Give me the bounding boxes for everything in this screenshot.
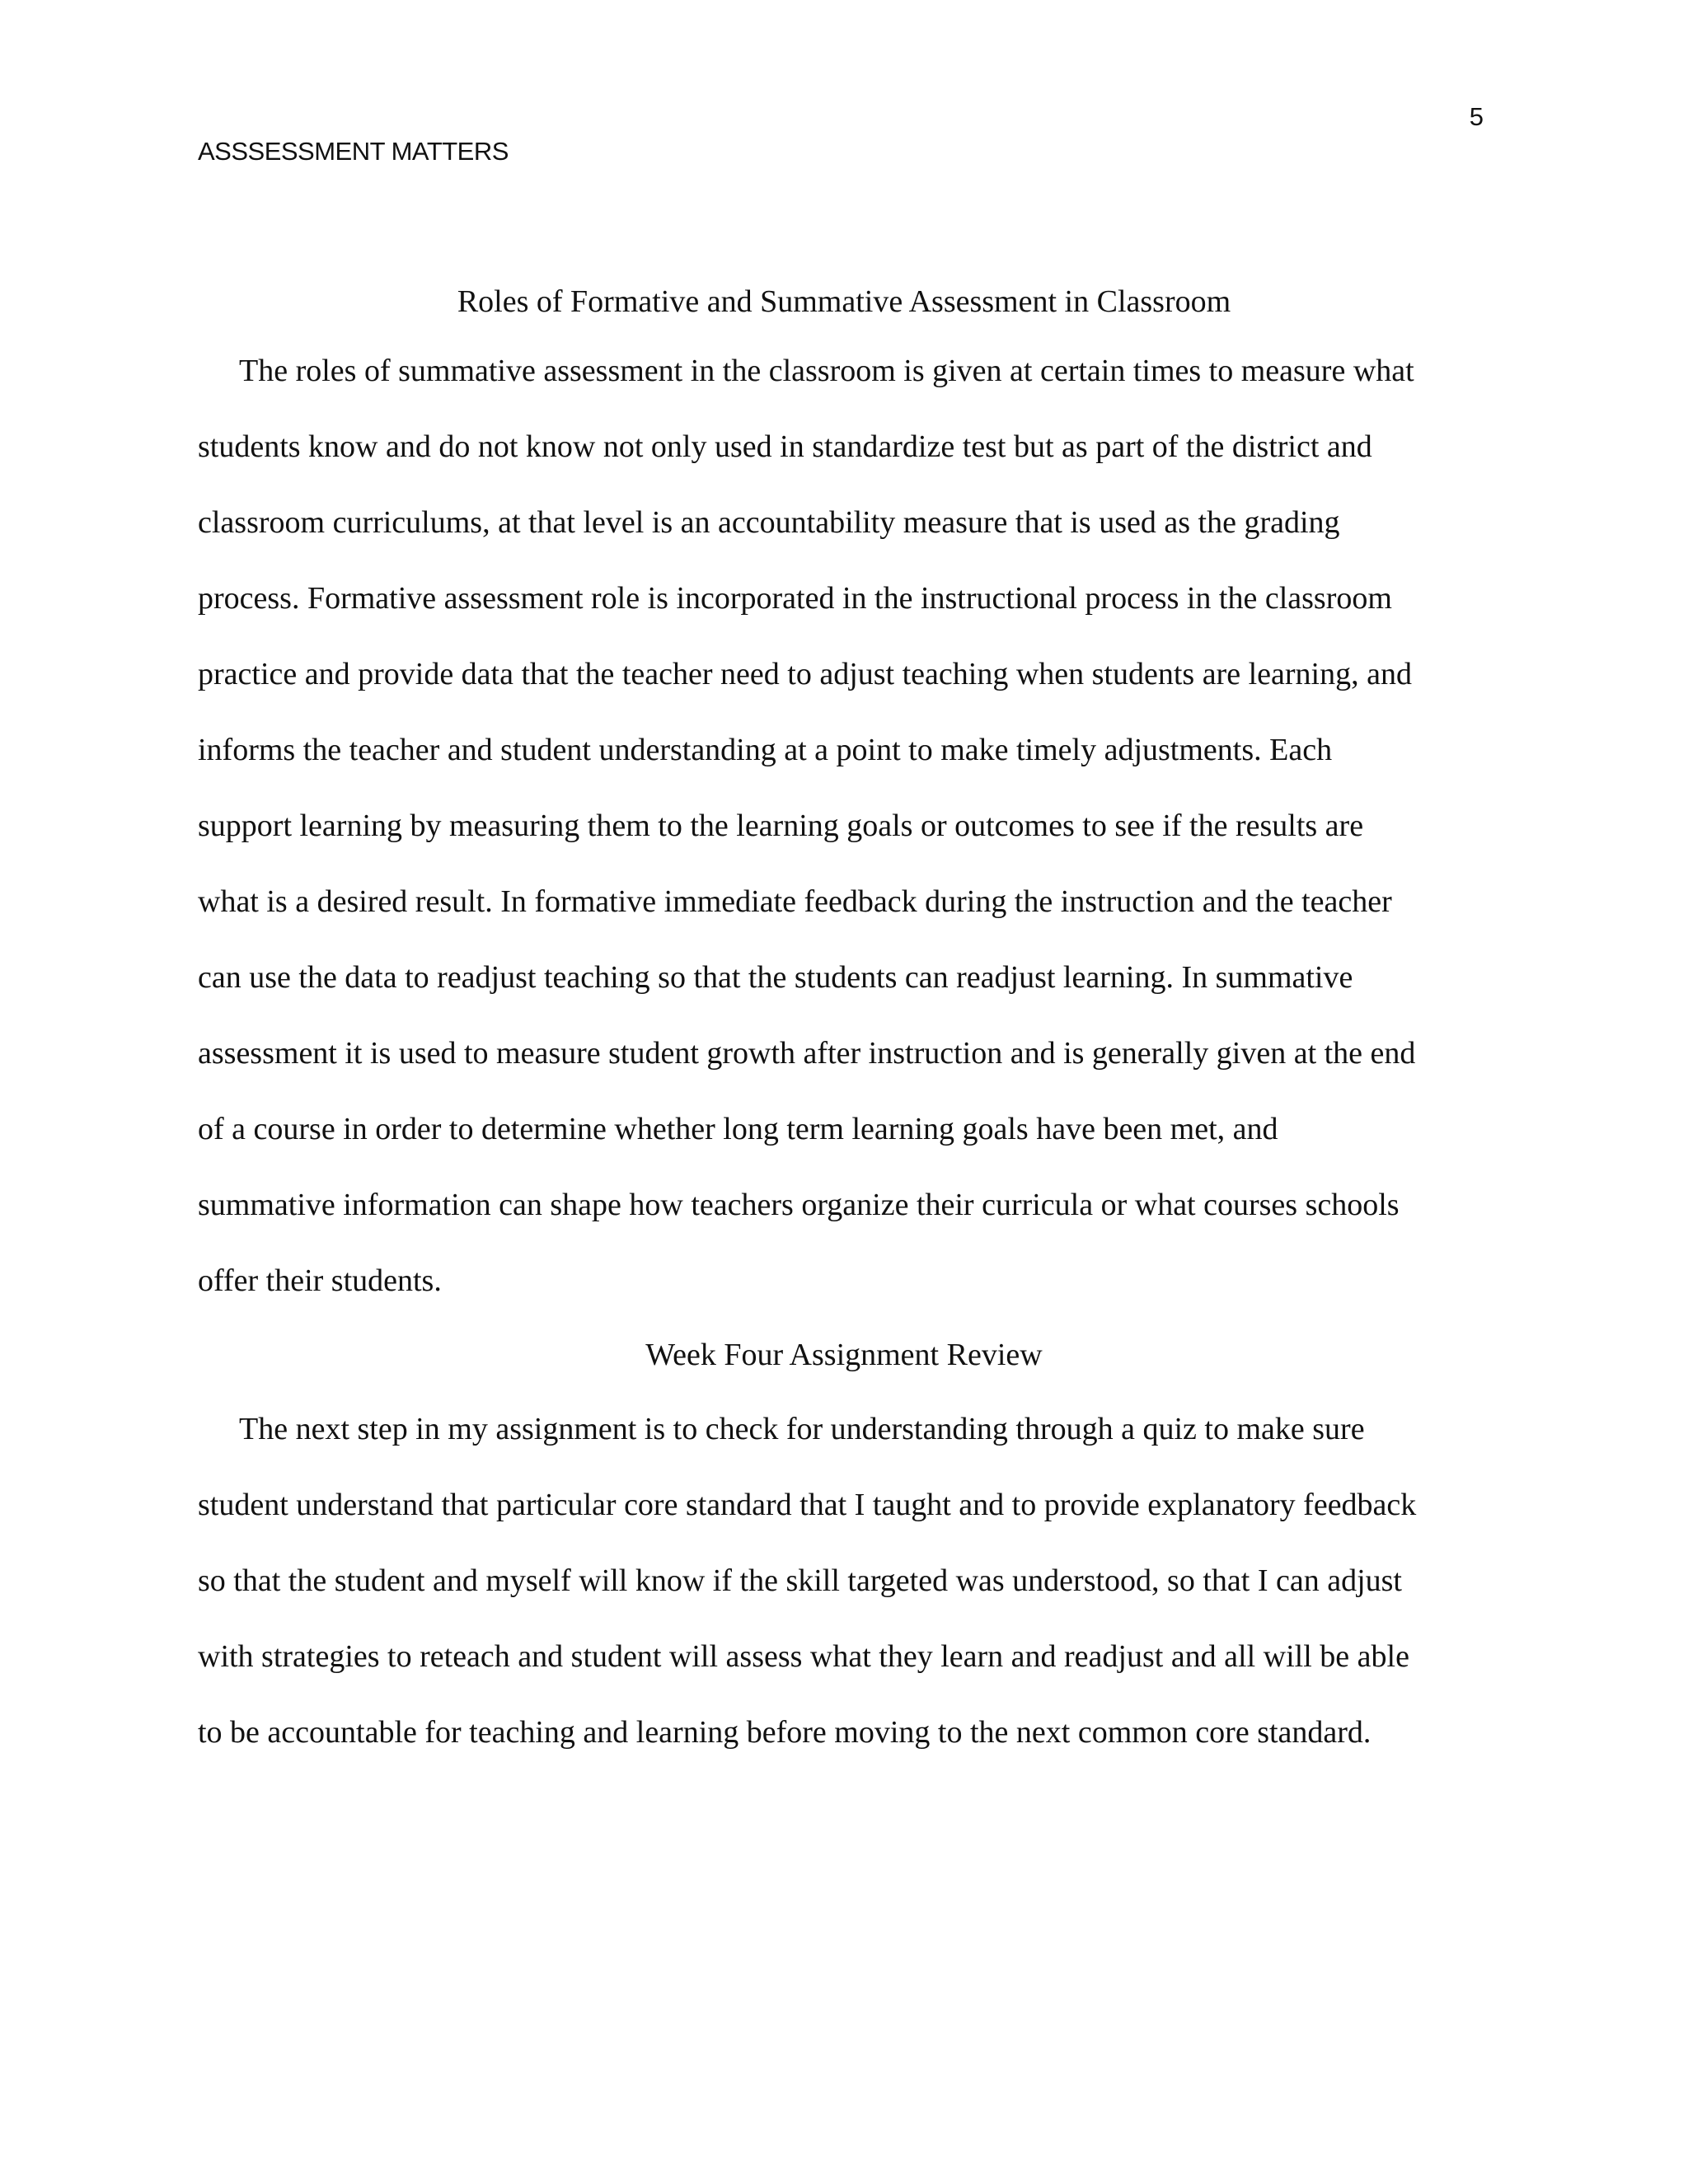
paragraph-line: to be accountable for teaching and learning before moving to the next common core standard. <box>198 1715 1372 1750</box>
paragraph-line: support learning by measuring them to the learning goals or outcomes to see if the results are <box>198 808 1364 843</box>
paragraph-line: what is a desired result. In formative immediate feedback during the instruction and the teacher <box>198 884 1392 919</box>
paragraph-line: so that the student and myself will know if the skill targeted was understood, so that I can adjust <box>198 1563 1402 1598</box>
paragraph-line: with strategies to reteach and student will assess what they learn and readjust and all will be able <box>198 1639 1409 1674</box>
paragraph-line: can use the data to readjust teaching so that the students can readjust learning. In summative <box>198 960 1353 995</box>
paragraph-line: summative information can shape how teachers organize their curricula or what courses schools <box>198 1188 1400 1222</box>
section-heading-week-four: Week Four Assignment Review <box>645 1338 1043 1372</box>
paragraph-line: of a course in order to determine whether long term learning goals have been met, and <box>198 1112 1278 1146</box>
paragraph-line: student understand that particular core standard that I taught and to provide explanatory feedback <box>198 1488 1417 1522</box>
page-number: 5 <box>1469 102 1484 131</box>
paragraph-line: students know and do not know not only used in standardize test but as part of the district and <box>198 429 1372 464</box>
paragraph-line: offer their students. <box>198 1263 442 1298</box>
paragraph-line: process. Formative assessment role is incorporated in the instructional process in the classroom <box>198 581 1392 616</box>
paragraph-line: classroom curriculums, at that level is an accountability measure that is used as the grading <box>198 505 1340 540</box>
paragraph-line: The next step in my assignment is to check for understanding through a quiz to make sure <box>239 1412 1365 1446</box>
paragraph-line: practice and provide data that the teacher need to adjust teaching when students are learning, and <box>198 657 1412 691</box>
paragraph-line: informs the teacher and student understanding at a point to make timely adjustments. Each <box>198 733 1333 767</box>
running-head: ASSSESSMENT MATTERS <box>198 137 509 166</box>
paragraph-line: The roles of summative assessment in the classroom is given at certain times to measure what <box>239 354 1414 388</box>
section-heading-roles: Roles of Formative and Summative Assessment in Classroom <box>457 284 1231 319</box>
paragraph-line: assessment it is used to measure student growth after instruction and is generally given at the end <box>198 1036 1416 1071</box>
